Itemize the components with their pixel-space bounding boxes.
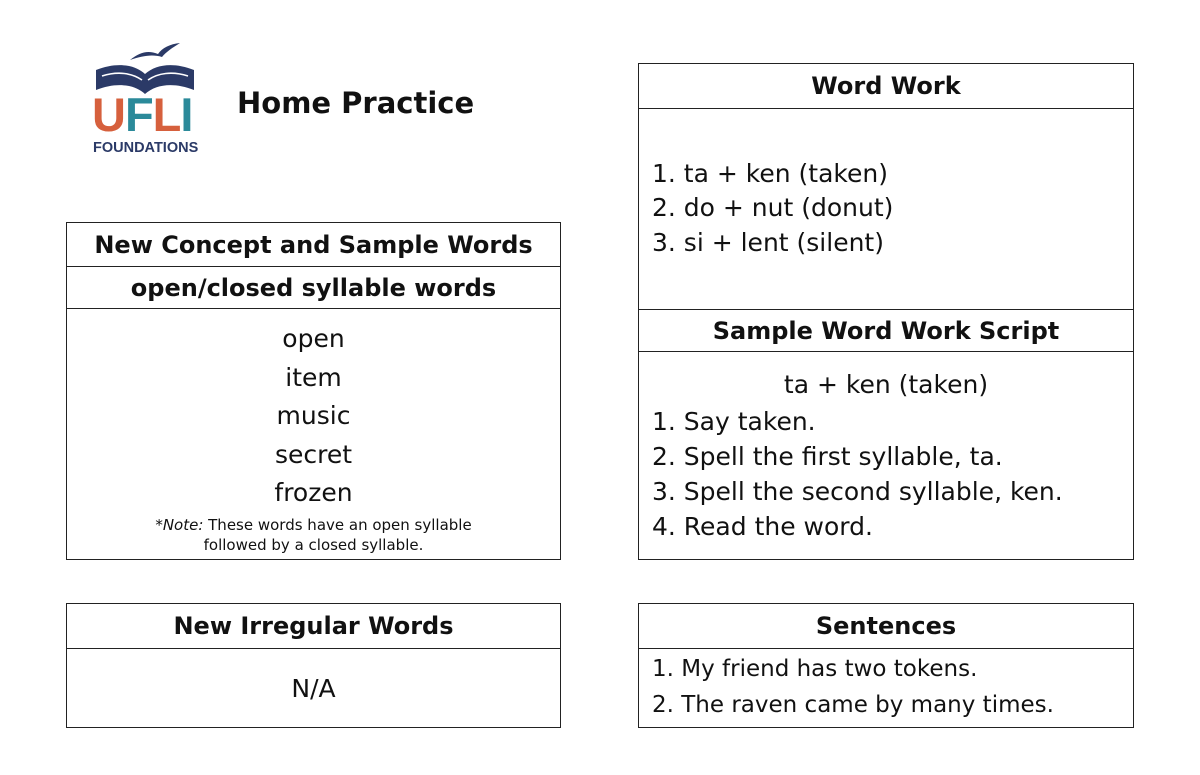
note-text: These words have an open syllable — [203, 516, 472, 534]
sample-word-list — [67, 320, 560, 513]
irregular-title: New Irregular Words — [67, 604, 560, 649]
logo-letter: I — [180, 88, 193, 141]
script-step: 4. Read the word. — [652, 512, 873, 541]
script-steps — [652, 407, 1063, 547]
concept-subtitle: open/closed syllable words — [67, 267, 560, 309]
script-step: 1. Say taken. — [652, 407, 816, 436]
script-step: 2. Spell the first syllable, ta. — [652, 442, 1003, 471]
sentences-title: Sentences — [639, 604, 1133, 649]
sample-word: open — [282, 324, 345, 353]
logo-letter: F — [124, 88, 153, 141]
word-work-item: 1. ta + ken (taken) — [652, 159, 888, 188]
irregular-words-box — [66, 603, 561, 728]
logo-subtitle: FOUNDATIONS — [93, 140, 199, 156]
note-line-2: followed by a closed syllable. — [203, 536, 424, 554]
sample-word: secret — [274, 439, 353, 469]
word-work-item: 2. do + nut (donut) — [652, 193, 894, 222]
sample-word: frozen — [274, 478, 353, 507]
ufli-logo — [88, 40, 203, 160]
sentences-box — [638, 603, 1134, 728]
script-title: Sample Word Work Script — [639, 309, 1133, 352]
word-work-title: Word Work — [639, 64, 1133, 109]
word-work-item: 3. si + lent (silent) — [652, 228, 884, 257]
page-title: Home Practice — [237, 86, 475, 120]
logo-wordmark — [92, 90, 204, 140]
sample-word: item — [285, 362, 342, 392]
sentence-list — [652, 656, 1054, 728]
sentence-item: 1. My friend has two tokens. — [652, 656, 978, 682]
irregular-value: N/A — [291, 674, 336, 703]
word-work-list — [652, 159, 893, 263]
script-step: 3. Spell the second syllable, ken. — [652, 477, 1063, 506]
logo-letter: L — [152, 88, 181, 141]
script-example: ta + ken (taken) — [783, 370, 989, 399]
concept-title: New Concept and Sample Words — [67, 223, 560, 267]
note-label: *Note: — [155, 516, 204, 534]
concept-note — [67, 515, 560, 555]
logo-letter: U — [92, 88, 125, 141]
sample-word: music — [276, 401, 351, 430]
book-bird-icon — [88, 40, 203, 95]
sentence-item: 2. The raven came by many times. — [652, 692, 1054, 718]
new-concept-box — [66, 222, 561, 560]
word-work-box — [638, 63, 1134, 560]
